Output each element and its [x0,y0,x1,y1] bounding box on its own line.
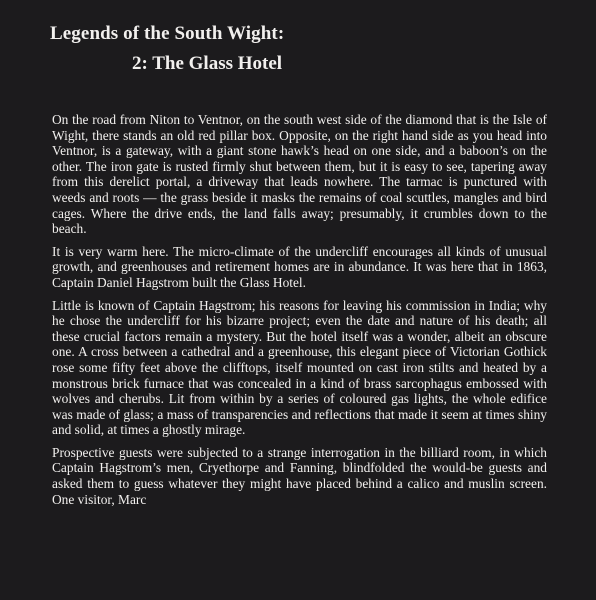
chapter-title: 2: The Glass Hotel [132,53,283,74]
paragraph: Prospective guests were subjected to a strange interrogation in the billiard room, in which Captain Hagstrom’s men, Cryethorpe and Fanning, blindfolded the would-be guests and asked them to guess whatever they might have placed behind a calico and muslin screen. One visitor, Marc [52,444,547,507]
paragraph: On the road from Niton to Ventnor, on the south west side of the diamond that is the Isle of Wight, there stands an old red pillar box. Opposite, on the right hand side as you head into Ventnor, is a gateway, with a giant stone hawk’s head on one side, and a baboon’s on the other. The iron gate is rusted firmly shut between them, but it is easy to see, tapering away from this derelict portal, a driveway that leads nowhere. The tarmac is punctured with weeds and roots — the grass beside it masks the remains of coal scuttles, mangles and bird cages. Where the drive ends, the land falls away; presumably, it crumbles down to the beach. [52,112,547,237]
title-block [50,22,550,76]
paragraph: It is very warm here. The micro-climate of the undercliff encourages all kinds of unusual growth, and greenhouses and retirement homes are in abundance. It was here that in 1863, Captain Daniel Hagstrom built the Glass Hotel. [52,243,547,290]
body-text [52,112,547,514]
series-title: Legends of the South Wight: [50,23,285,44]
paragraph: Little is known of Captain Hagstrom; his reasons for leaving his commission in India; why he chose the undercliff for his bizarre project; even the date and nature of his death; all these crucial factors remain a mystery. But the hotel itself was a wonder, albeit an obscure one. A cross between a cathedral and a greenhouse, this elegant piece of Victorian Gothick rose some fifty feet above the clifftops, itself mounted on cast iron stilts and heated by a monstrous brick furnace that was concealed in a kind of brass sarcophagus embossed with wolves and cherubs. Lit from within by a series of coloured gas lights, the whole edifice was made of glass; a mass of transparencies and reflections that made it seem at times shiny and solid, at times a ghostly mirage. [52,297,547,438]
